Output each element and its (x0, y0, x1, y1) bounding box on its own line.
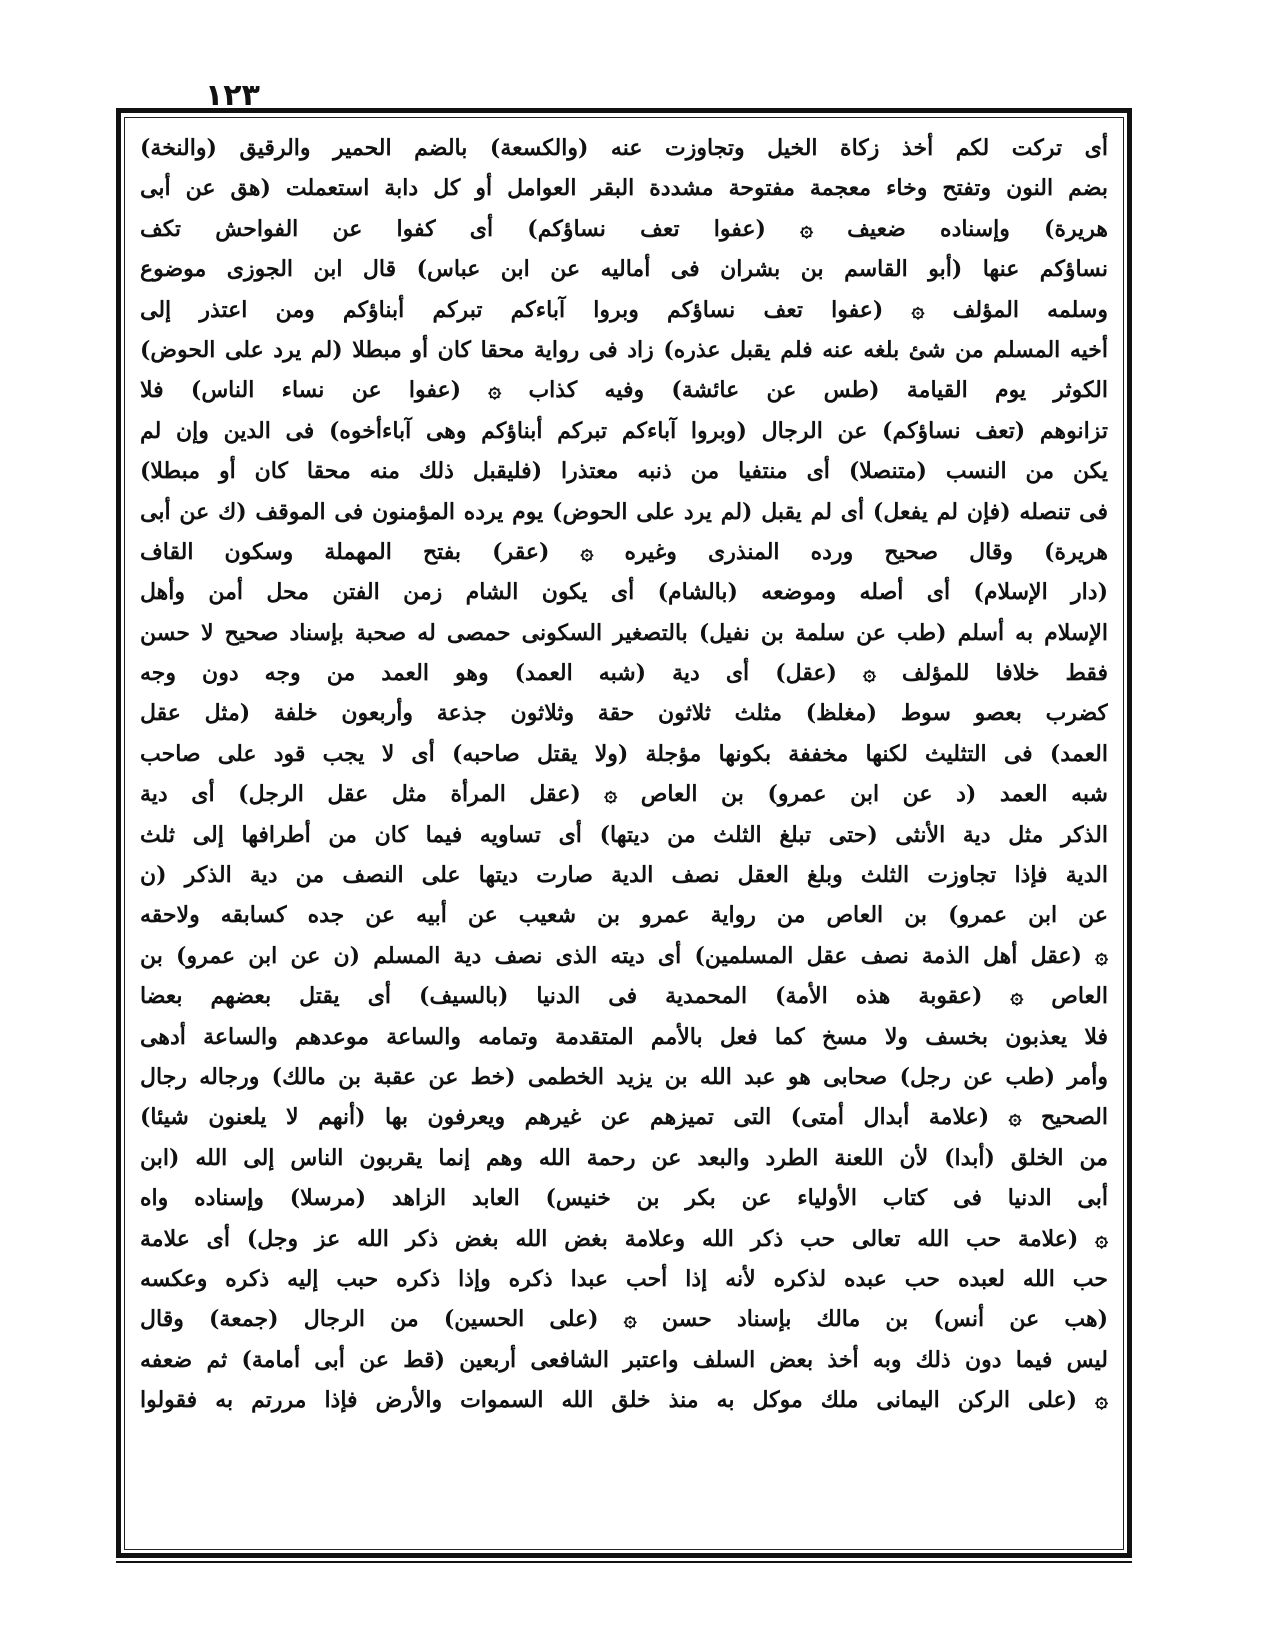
text-line: كضرب بعصو سوط (مغلظ) مثلث ثلاثون حقة وثلاثون جذعة وأربعون خلفة (مثل عقل (140, 700, 1108, 727)
text-line: شبه العمد (د عن ابن عمرو) بن العاص ۞ (عقل المرأة مثل عقل الرجل) أى دية (140, 781, 1108, 808)
text-line: أى تركت لكم أخذ زكاة الخيل وتجاوزت عنه (والكسعة) بالضم الحمير والرقيق (والنخة) (140, 135, 1108, 161)
text-line: العمد) فى التثليث لكنها مخففة بكونها مؤجلة (ولا يقتل صاحبه) أى لا يجب قود على صاحب (140, 740, 1108, 767)
text-line: تزانوهم (تعف نساؤكم) عن الرجال (وبروا آباءكم تبركم أبناؤكم وهى آباءأخوه) فى الدين وإن لم (140, 417, 1108, 444)
text-line: بضم النون وتفتح وخاء معجمة مفتوحة مشددة البقر العوامل أو كل دابة استعملت (هق عن أبى (140, 175, 1108, 202)
text-line: أبى الدنيا فى كتاب الأولياء عن بكر بن خنيس) العابد الزاهد (مرسلا) وإسناده واه (140, 1185, 1108, 1212)
text-line: الإسلام به أسلم (طب عن سلمة بن نفيل) بالتصغير السكونى حمصى له صحبة بإسناد صحيح لا حسن (140, 619, 1108, 646)
text-line: وأمر (طب عن رجل) صحابى هو عبد الله بن يزيد الخطمى (خط عن عقبة بن مالك) ورجاله رجال (140, 1063, 1108, 1090)
bottom-rule (116, 1561, 1132, 1563)
text-line: فلا يعذبون بخسف ولا مسخ كما فعل بالأمم المتقدمة وتمامه والساعة موعدهم والساعة أدهى (140, 1023, 1108, 1050)
text-line: عن ابن عمرو) بن العاص من رواية عمرو بن شعيب عن أبيه عن جده كسابقه ولاحقه (140, 902, 1108, 929)
text-line: ۞ (علامة حب الله تعالى حب ذكر الله وعلامة بغض الله بغض ذكر الله عز وجل) أى علامة (140, 1225, 1108, 1252)
text-line: الدية فإذا تجاوزت الثلث وبلغ العقل نصف الدية صارت ديتها على النصف من دية الذكر (ن (140, 862, 1108, 889)
text-line: ۞ (على الركن اليمانى ملك موكل به منذ خلق الله السموات والأرض فإذا مررتم به فقولوا (140, 1387, 1108, 1414)
text-line: أخيه المسلم من شئ بلغه عنه فلم يقبل عذره) زاد فى رواية محقا كان أو مبطلا (لم يرد على الحوض) (140, 336, 1108, 363)
text-line: الذكر مثل دية الأنثى (حتى تبلغ الثلث من ديتها) أى تساويه فيما كان من أطرافها إلى ثلث (140, 821, 1108, 848)
text-line: هريرة) وقال صحيح ورده المنذرى وغيره ۞ (عقر) بفتح المهملة وسكون القاف (140, 538, 1108, 565)
text-line: حب الله لعبده حب عبده لذكره لأنه إذا أحب عبدا ذكره وإذا ذكره حبب إليه ذكره وعكسه (140, 1265, 1108, 1292)
text-line: (دار الإسلام) أى أصله وموضعه (بالشام) أى يكون الشام زمن الفتن محل أمن وأهل (140, 579, 1108, 606)
text-line: وسلمه المؤلف ۞ (عفوا تعف نساؤكم وبروا آباءكم تبركم أبناؤكم ومن اعتذر إلى (140, 296, 1108, 323)
text-line: فقط خلافا للمؤلف ۞ (عقل) أى دية (شبه العمد) وهو العمد من وجه دون وجه (140, 660, 1108, 687)
text-line: هريرة) وإسناده ضعيف ۞ (عفوا تعف نساؤكم) أى كفوا عن الفواحش تكف (140, 215, 1108, 242)
text-line: (هب عن أنس) بن مالك بإسناد حسن ۞ (على الحسين) من الرجال (جمعة) وقال (140, 1306, 1108, 1333)
text-line: يكن من النسب (متنصلا) أى منتفيا من ذنبه معتذرا (فليقبل ذلك منه محقا كان أو مبطلا) (140, 458, 1108, 485)
text-line: الصحيح ۞ (علامة أبدال أمتى) التى تميزهم عن غيرهم ويعرفون بها (أنهم لا يلعنون شيئا) (140, 1104, 1108, 1131)
text-line: العاص ۞ (عقوبة هذه الأمة) المحمدية فى الدنيا (بالسيف) أى يقتل بعضهم بعضا (140, 983, 1108, 1010)
text-line: فى تنصله (فإن لم يفعل) أى لم يقبل (لم يرد على الحوض) يوم يرده المؤمنون فى الموقف (ك عن أبى (140, 498, 1108, 525)
text-line: ليس فيما دون ذلك وبه أخذ بعض السلف واعتبر الشافعى أربعين (قط عن أبى أمامة) ثم ضعفه (140, 1346, 1108, 1373)
text-line: من الخلق (أبدا) لأن اللعنة الطرد والبعد عن رحمة الله وهم إنما يقربون الناس إلى الله (ابن (140, 1144, 1108, 1171)
text-line: نساؤكم عنها (أبو القاسم بن بشران فى أماليه عن ابن عباس) قال ابن الجوزى موضوع (140, 256, 1108, 283)
page-number: ١٢٣ (205, 78, 260, 113)
text-line: ۞ (عقل أهل الذمة نصف عقل المسلمين) أى ديته الذى نصف دية المسلم (ن عن ابن عمرو) بن (140, 942, 1108, 969)
text-block (140, 128, 1108, 1540)
text-line: الكوثر يوم القيامة (طس عن عائشة) وفيه كذاب ۞ (عفوا عن نساء الناس) فلا (140, 377, 1108, 404)
